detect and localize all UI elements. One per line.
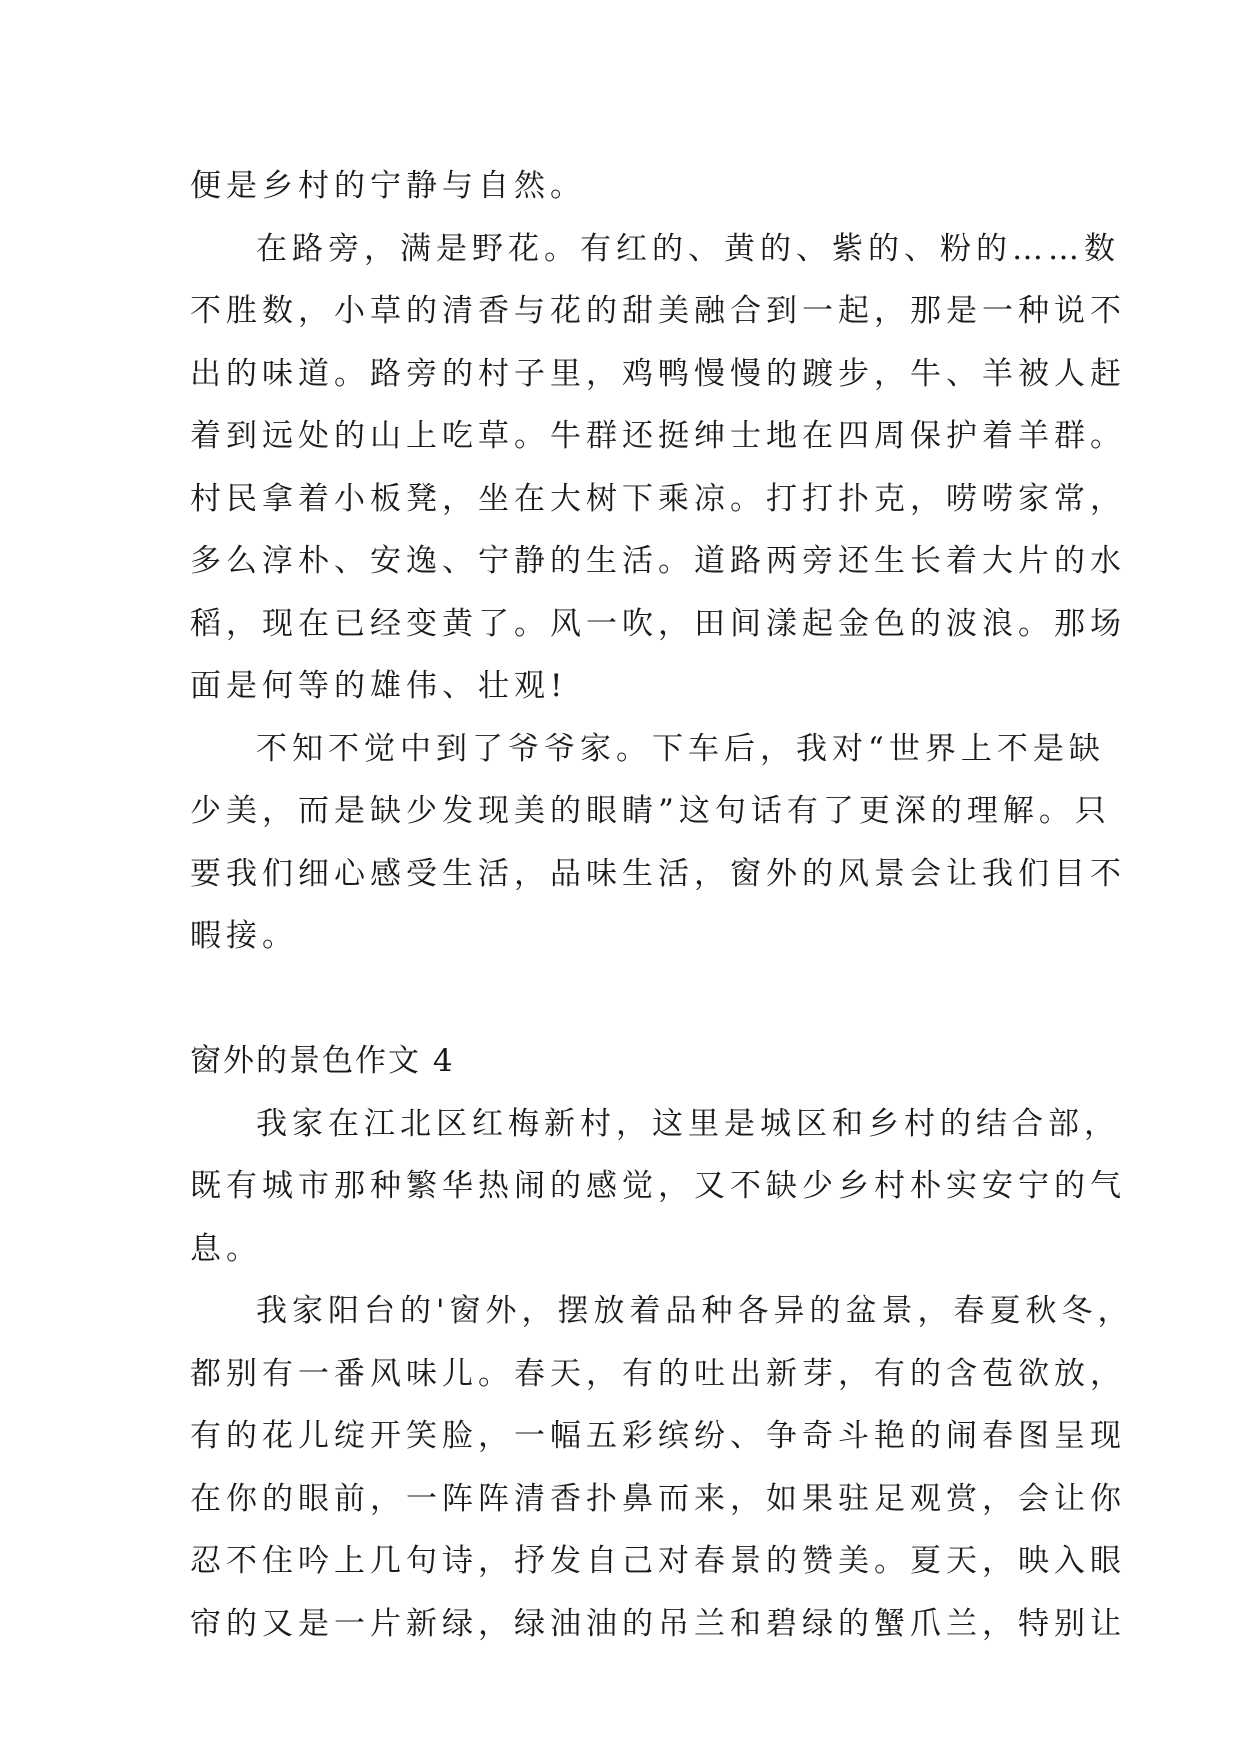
text-line: 都别有一番风味儿。春天，有的吐出新芽，有的含苞欲放， xyxy=(190,1355,1126,1392)
section-heading: 窗外的景色作文 4 xyxy=(190,1043,455,1079)
paragraph-3 xyxy=(190,718,1126,968)
paragraph-5 xyxy=(190,1280,1134,1655)
text-line: 要我们细心感受生活，品味生活，窗外的风景会让我们目不 xyxy=(190,855,1126,892)
text-line: 在你的眼前，一阵阵清香扑鼻而来，如果驻足观赏，会让你 xyxy=(190,1480,1126,1517)
text-line: 面是何等的雄伟、壮观! xyxy=(190,668,568,704)
text-line: 息。 xyxy=(190,1230,262,1267)
text-line: 在路旁，满是野花。有红的、黄的、紫的、粉的……数 xyxy=(256,230,1120,267)
text-line: 有的花儿绽开笑脸，一幅五彩缤纷、争奇斗艳的闹春图呈现 xyxy=(190,1418,1126,1454)
text-line: 帘的又是一片新绿，绿油油的吊兰和碧绿的蟹爪兰，特别让 xyxy=(190,1605,1126,1642)
text-line: 稻，现在已经变黄了。风一吹，田间漾起金色的波浪。那场 xyxy=(190,605,1126,642)
text-line: 我家在江北区红梅新村，这里是城区和乡村的结合部， xyxy=(256,1105,1120,1142)
text-line: 不知不觉中到了爷爷家。下车后，我对“世界上不是缺 xyxy=(256,730,1105,767)
text-line: 少美，而是缺少发现美的眼睛”这句话有了更深的理解。只 xyxy=(190,793,1111,829)
text-line: 既有城市那种繁华热闹的感觉，又不缺少乡村朴实安宁的气 xyxy=(190,1168,1126,1204)
text-line: 暇接。 xyxy=(190,918,298,954)
text-line: 我家阳台的'窗外，摆放着品种各异的盆景，春夏秋冬， xyxy=(256,1293,1134,1329)
text-line: 多么淳朴、安逸、宁静的生活。道路两旁还生长着大片的水 xyxy=(190,543,1126,579)
paragraph-2 xyxy=(190,218,1126,718)
text-line: 不胜数，小草的清香与花的甜美融合到一起，那是一种说不 xyxy=(190,293,1126,329)
text-line: 村民拿着小板凳，坐在大树下乘凉。打打扑克，唠唠家常， xyxy=(190,480,1126,517)
section-gap xyxy=(190,968,1060,1031)
text-line: 忍不住吟上几句诗，抒发自己对春景的赞美。夏天，映入眼 xyxy=(190,1543,1126,1579)
paragraph-4 xyxy=(190,1093,1126,1281)
text-line: 着到远处的山上吃草。牛群还挺绅士地在四周保护着羊群。 xyxy=(190,418,1126,454)
paragraph-1 xyxy=(190,155,1060,218)
text-line: 便是乡村的宁静与自然。 xyxy=(190,168,586,204)
document-body xyxy=(190,155,1134,1655)
text-line: 出的味道。路旁的村子里，鸡鸭慢慢的踱步，牛、羊被人赶 xyxy=(190,355,1126,392)
